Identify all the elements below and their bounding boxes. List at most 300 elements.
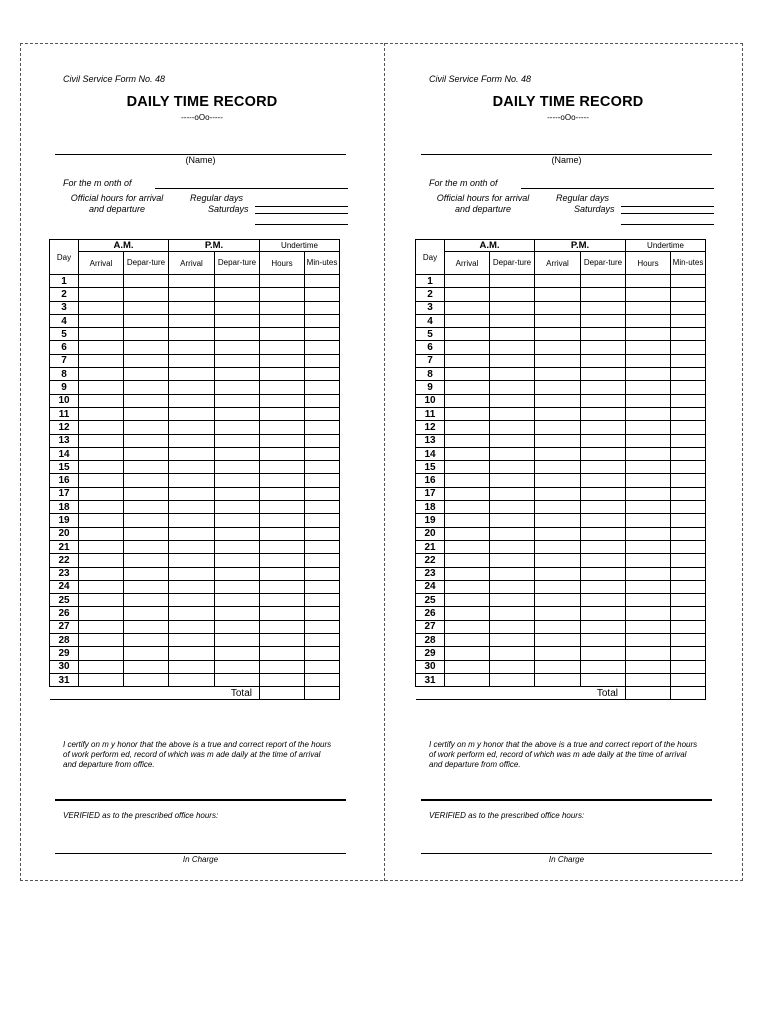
am-departure-cell[interactable]: [124, 540, 169, 553]
am-arrival-cell[interactable]: [79, 527, 124, 540]
pm-arrival-cell[interactable]: [535, 314, 581, 327]
pm-departure-cell[interactable]: [215, 620, 260, 633]
total-hours-cell[interactable]: [626, 687, 671, 700]
am-arrival-cell[interactable]: [79, 567, 124, 580]
pm-departure-cell[interactable]: [215, 301, 260, 314]
undertime-minutes-cell[interactable]: [305, 394, 340, 407]
undertime-minutes-cell[interactable]: [671, 328, 706, 341]
pm-departure-cell[interactable]: [215, 341, 260, 354]
pm-arrival-cell[interactable]: [169, 434, 215, 447]
am-departure-cell[interactable]: [124, 314, 169, 327]
undertime-hours-cell[interactable]: [626, 354, 671, 367]
undertime-minutes-cell[interactable]: [305, 634, 340, 647]
am-arrival-cell[interactable]: [445, 540, 490, 553]
undertime-hours-cell[interactable]: [260, 461, 305, 474]
undertime-minutes-cell[interactable]: [671, 354, 706, 367]
am-departure-cell[interactable]: [490, 381, 535, 394]
pm-arrival-cell[interactable]: [535, 501, 581, 514]
undertime-hours-cell[interactable]: [260, 607, 305, 620]
am-arrival-cell[interactable]: [79, 447, 124, 460]
am-arrival-cell[interactable]: [79, 314, 124, 327]
am-arrival-cell[interactable]: [79, 620, 124, 633]
undertime-hours-cell[interactable]: [260, 301, 305, 314]
am-departure-cell[interactable]: [490, 421, 535, 434]
undertime-minutes-cell[interactable]: [305, 607, 340, 620]
undertime-minutes-cell[interactable]: [671, 660, 706, 673]
am-arrival-cell[interactable]: [79, 434, 124, 447]
pm-arrival-cell[interactable]: [169, 275, 215, 288]
undertime-hours-cell[interactable]: [260, 673, 305, 686]
undertime-hours-cell[interactable]: [626, 474, 671, 487]
pm-departure-cell[interactable]: [215, 634, 260, 647]
undertime-hours-cell[interactable]: [626, 421, 671, 434]
am-arrival-cell[interactable]: [445, 407, 490, 420]
pm-arrival-cell[interactable]: [169, 501, 215, 514]
am-arrival-cell[interactable]: [79, 487, 124, 500]
pm-departure-cell[interactable]: [581, 487, 626, 500]
am-departure-cell[interactable]: [490, 394, 535, 407]
am-arrival-cell[interactable]: [79, 514, 124, 527]
undertime-hours-cell[interactable]: [260, 487, 305, 500]
pm-arrival-cell[interactable]: [535, 328, 581, 341]
pm-departure-cell[interactable]: [215, 567, 260, 580]
undertime-hours-cell[interactable]: [260, 594, 305, 607]
am-arrival-cell[interactable]: [445, 394, 490, 407]
undertime-minutes-cell[interactable]: [671, 394, 706, 407]
pm-arrival-cell[interactable]: [169, 647, 215, 660]
am-arrival-cell[interactable]: [79, 407, 124, 420]
pm-departure-cell[interactable]: [581, 660, 626, 673]
am-departure-cell[interactable]: [124, 487, 169, 500]
pm-arrival-cell[interactable]: [169, 540, 215, 553]
pm-departure-cell[interactable]: [581, 540, 626, 553]
total-hours-cell[interactable]: [260, 687, 305, 700]
pm-arrival-cell[interactable]: [535, 620, 581, 633]
pm-arrival-cell[interactable]: [169, 288, 215, 301]
pm-arrival-cell[interactable]: [535, 540, 581, 553]
undertime-minutes-cell[interactable]: [671, 341, 706, 354]
pm-arrival-cell[interactable]: [169, 328, 215, 341]
am-arrival-cell[interactable]: [445, 514, 490, 527]
pm-arrival-cell[interactable]: [535, 474, 581, 487]
undertime-hours-cell[interactable]: [626, 567, 671, 580]
am-departure-cell[interactable]: [124, 501, 169, 514]
pm-arrival-cell[interactable]: [169, 607, 215, 620]
pm-arrival-cell[interactable]: [535, 527, 581, 540]
am-arrival-cell[interactable]: [79, 501, 124, 514]
undertime-minutes-cell[interactable]: [305, 567, 340, 580]
am-arrival-cell[interactable]: [445, 554, 490, 567]
am-arrival-cell[interactable]: [79, 288, 124, 301]
pm-departure-cell[interactable]: [581, 527, 626, 540]
am-departure-cell[interactable]: [490, 447, 535, 460]
am-arrival-cell[interactable]: [79, 540, 124, 553]
pm-arrival-cell[interactable]: [535, 673, 581, 686]
pm-departure-cell[interactable]: [215, 647, 260, 660]
undertime-minutes-cell[interactable]: [305, 314, 340, 327]
am-departure-cell[interactable]: [490, 301, 535, 314]
am-departure-cell[interactable]: [490, 368, 535, 381]
undertime-hours-cell[interactable]: [626, 301, 671, 314]
pm-arrival-cell[interactable]: [535, 447, 581, 460]
undertime-minutes-cell[interactable]: [305, 673, 340, 686]
pm-arrival-cell[interactable]: [169, 447, 215, 460]
pm-arrival-cell[interactable]: [169, 594, 215, 607]
undertime-minutes-cell[interactable]: [305, 328, 340, 341]
am-arrival-cell[interactable]: [79, 275, 124, 288]
pm-departure-cell[interactable]: [215, 288, 260, 301]
pm-departure-cell[interactable]: [581, 620, 626, 633]
pm-arrival-cell[interactable]: [169, 474, 215, 487]
am-departure-cell[interactable]: [490, 275, 535, 288]
undertime-minutes-cell[interactable]: [671, 554, 706, 567]
undertime-minutes-cell[interactable]: [671, 301, 706, 314]
am-arrival-cell[interactable]: [445, 447, 490, 460]
pm-departure-cell[interactable]: [581, 314, 626, 327]
am-arrival-cell[interactable]: [79, 660, 124, 673]
undertime-minutes-cell[interactable]: [671, 474, 706, 487]
am-departure-cell[interactable]: [124, 461, 169, 474]
pm-arrival-cell[interactable]: [535, 634, 581, 647]
undertime-minutes-cell[interactable]: [305, 474, 340, 487]
pm-arrival-cell[interactable]: [169, 660, 215, 673]
am-arrival-cell[interactable]: [445, 607, 490, 620]
undertime-hours-cell[interactable]: [260, 407, 305, 420]
pm-departure-cell[interactable]: [215, 474, 260, 487]
pm-departure-cell[interactable]: [581, 421, 626, 434]
am-departure-cell[interactable]: [490, 554, 535, 567]
pm-departure-cell[interactable]: [215, 487, 260, 500]
pm-departure-cell[interactable]: [581, 673, 626, 686]
undertime-minutes-cell[interactable]: [671, 447, 706, 460]
am-arrival-cell[interactable]: [445, 434, 490, 447]
pm-arrival-cell[interactable]: [535, 554, 581, 567]
undertime-minutes-cell[interactable]: [671, 314, 706, 327]
undertime-minutes-cell[interactable]: [305, 434, 340, 447]
am-arrival-cell[interactable]: [445, 673, 490, 686]
am-departure-cell[interactable]: [490, 527, 535, 540]
pm-departure-cell[interactable]: [581, 514, 626, 527]
pm-departure-cell[interactable]: [581, 580, 626, 593]
am-departure-cell[interactable]: [490, 660, 535, 673]
pm-departure-cell[interactable]: [581, 647, 626, 660]
undertime-minutes-cell[interactable]: [305, 354, 340, 367]
undertime-minutes-cell[interactable]: [671, 501, 706, 514]
am-arrival-cell[interactable]: [79, 381, 124, 394]
pm-arrival-cell[interactable]: [535, 288, 581, 301]
undertime-hours-cell[interactable]: [626, 540, 671, 553]
undertime-hours-cell[interactable]: [626, 660, 671, 673]
am-departure-cell[interactable]: [124, 447, 169, 460]
am-arrival-cell[interactable]: [445, 487, 490, 500]
pm-departure-cell[interactable]: [215, 501, 260, 514]
undertime-hours-cell[interactable]: [260, 554, 305, 567]
undertime-minutes-cell[interactable]: [305, 540, 340, 553]
pm-arrival-cell[interactable]: [169, 620, 215, 633]
pm-arrival-cell[interactable]: [169, 381, 215, 394]
undertime-minutes-cell[interactable]: [305, 647, 340, 660]
undertime-minutes-cell[interactable]: [305, 620, 340, 633]
am-departure-cell[interactable]: [124, 394, 169, 407]
undertime-minutes-cell[interactable]: [671, 514, 706, 527]
am-departure-cell[interactable]: [124, 275, 169, 288]
undertime-minutes-cell[interactable]: [305, 514, 340, 527]
undertime-minutes-cell[interactable]: [305, 368, 340, 381]
undertime-minutes-cell[interactable]: [671, 607, 706, 620]
pm-departure-cell[interactable]: [215, 673, 260, 686]
undertime-minutes-cell[interactable]: [305, 554, 340, 567]
total-minutes-cell[interactable]: [305, 687, 340, 700]
pm-arrival-cell[interactable]: [169, 634, 215, 647]
pm-departure-cell[interactable]: [581, 567, 626, 580]
am-arrival-cell[interactable]: [445, 527, 490, 540]
undertime-minutes-cell[interactable]: [305, 288, 340, 301]
undertime-minutes-cell[interactable]: [305, 527, 340, 540]
am-arrival-cell[interactable]: [445, 354, 490, 367]
am-arrival-cell[interactable]: [79, 301, 124, 314]
pm-arrival-cell[interactable]: [169, 580, 215, 593]
am-departure-cell[interactable]: [490, 607, 535, 620]
am-arrival-cell[interactable]: [79, 354, 124, 367]
am-arrival-cell[interactable]: [445, 341, 490, 354]
pm-arrival-cell[interactable]: [535, 368, 581, 381]
undertime-minutes-cell[interactable]: [671, 368, 706, 381]
pm-departure-cell[interactable]: [581, 434, 626, 447]
undertime-minutes-cell[interactable]: [671, 620, 706, 633]
am-arrival-cell[interactable]: [79, 421, 124, 434]
undertime-minutes-cell[interactable]: [671, 647, 706, 660]
pm-arrival-cell[interactable]: [535, 381, 581, 394]
undertime-minutes-cell[interactable]: [305, 580, 340, 593]
am-departure-cell[interactable]: [490, 567, 535, 580]
pm-arrival-cell[interactable]: [535, 647, 581, 660]
undertime-minutes-cell[interactable]: [671, 275, 706, 288]
undertime-hours-cell[interactable]: [260, 381, 305, 394]
am-departure-cell[interactable]: [124, 660, 169, 673]
am-arrival-cell[interactable]: [79, 647, 124, 660]
pm-arrival-cell[interactable]: [535, 660, 581, 673]
am-arrival-cell[interactable]: [445, 594, 490, 607]
undertime-minutes-cell[interactable]: [305, 407, 340, 420]
pm-departure-cell[interactable]: [215, 527, 260, 540]
pm-departure-cell[interactable]: [581, 394, 626, 407]
undertime-hours-cell[interactable]: [260, 567, 305, 580]
pm-departure-cell[interactable]: [581, 554, 626, 567]
pm-departure-cell[interactable]: [581, 407, 626, 420]
am-departure-cell[interactable]: [124, 341, 169, 354]
am-departure-cell[interactable]: [490, 461, 535, 474]
am-arrival-cell[interactable]: [445, 620, 490, 633]
pm-arrival-cell[interactable]: [535, 514, 581, 527]
am-departure-cell[interactable]: [490, 487, 535, 500]
pm-arrival-cell[interactable]: [169, 673, 215, 686]
am-arrival-cell[interactable]: [445, 301, 490, 314]
am-arrival-cell[interactable]: [79, 341, 124, 354]
am-departure-cell[interactable]: [490, 474, 535, 487]
undertime-hours-cell[interactable]: [626, 487, 671, 500]
pm-departure-cell[interactable]: [215, 381, 260, 394]
am-departure-cell[interactable]: [124, 594, 169, 607]
undertime-minutes-cell[interactable]: [671, 673, 706, 686]
undertime-hours-cell[interactable]: [626, 514, 671, 527]
undertime-hours-cell[interactable]: [626, 381, 671, 394]
pm-departure-cell[interactable]: [581, 354, 626, 367]
pm-arrival-cell[interactable]: [535, 301, 581, 314]
undertime-hours-cell[interactable]: [260, 447, 305, 460]
am-departure-cell[interactable]: [490, 540, 535, 553]
undertime-minutes-cell[interactable]: [305, 487, 340, 500]
pm-departure-cell[interactable]: [215, 607, 260, 620]
pm-arrival-cell[interactable]: [169, 301, 215, 314]
am-arrival-cell[interactable]: [79, 580, 124, 593]
undertime-minutes-cell[interactable]: [671, 567, 706, 580]
pm-departure-cell[interactable]: [581, 447, 626, 460]
am-arrival-cell[interactable]: [79, 368, 124, 381]
am-departure-cell[interactable]: [124, 647, 169, 660]
undertime-hours-cell[interactable]: [626, 620, 671, 633]
undertime-hours-cell[interactable]: [626, 461, 671, 474]
pm-departure-cell[interactable]: [215, 394, 260, 407]
am-arrival-cell[interactable]: [79, 461, 124, 474]
am-arrival-cell[interactable]: [445, 288, 490, 301]
undertime-hours-cell[interactable]: [626, 394, 671, 407]
am-departure-cell[interactable]: [490, 341, 535, 354]
undertime-hours-cell[interactable]: [260, 580, 305, 593]
pm-arrival-cell[interactable]: [169, 527, 215, 540]
am-departure-cell[interactable]: [124, 580, 169, 593]
am-departure-cell[interactable]: [124, 354, 169, 367]
am-arrival-cell[interactable]: [445, 501, 490, 514]
am-departure-cell[interactable]: [124, 554, 169, 567]
undertime-minutes-cell[interactable]: [671, 594, 706, 607]
undertime-hours-cell[interactable]: [260, 328, 305, 341]
undertime-minutes-cell[interactable]: [671, 434, 706, 447]
pm-arrival-cell[interactable]: [535, 421, 581, 434]
pm-departure-cell[interactable]: [215, 368, 260, 381]
pm-departure-cell[interactable]: [581, 381, 626, 394]
am-departure-cell[interactable]: [490, 314, 535, 327]
pm-departure-cell[interactable]: [581, 288, 626, 301]
undertime-hours-cell[interactable]: [260, 514, 305, 527]
pm-arrival-cell[interactable]: [169, 514, 215, 527]
pm-arrival-cell[interactable]: [169, 421, 215, 434]
undertime-minutes-cell[interactable]: [305, 594, 340, 607]
am-departure-cell[interactable]: [124, 514, 169, 527]
undertime-minutes-cell[interactable]: [671, 634, 706, 647]
undertime-hours-cell[interactable]: [260, 647, 305, 660]
am-arrival-cell[interactable]: [445, 381, 490, 394]
pm-departure-cell[interactable]: [215, 434, 260, 447]
pm-departure-cell[interactable]: [581, 607, 626, 620]
pm-departure-cell[interactable]: [215, 314, 260, 327]
pm-departure-cell[interactable]: [215, 447, 260, 460]
undertime-minutes-cell[interactable]: [671, 580, 706, 593]
undertime-hours-cell[interactable]: [260, 341, 305, 354]
pm-arrival-cell[interactable]: [535, 394, 581, 407]
pm-arrival-cell[interactable]: [169, 354, 215, 367]
am-departure-cell[interactable]: [124, 368, 169, 381]
pm-departure-cell[interactable]: [215, 540, 260, 553]
am-departure-cell[interactable]: [124, 673, 169, 686]
pm-arrival-cell[interactable]: [535, 461, 581, 474]
pm-arrival-cell[interactable]: [535, 580, 581, 593]
pm-arrival-cell[interactable]: [535, 594, 581, 607]
undertime-hours-cell[interactable]: [626, 634, 671, 647]
am-arrival-cell[interactable]: [79, 328, 124, 341]
pm-departure-cell[interactable]: [215, 328, 260, 341]
undertime-hours-cell[interactable]: [260, 620, 305, 633]
undertime-minutes-cell[interactable]: [305, 275, 340, 288]
pm-departure-cell[interactable]: [215, 275, 260, 288]
undertime-hours-cell[interactable]: [626, 328, 671, 341]
undertime-minutes-cell[interactable]: [305, 501, 340, 514]
undertime-hours-cell[interactable]: [260, 501, 305, 514]
pm-departure-cell[interactable]: [581, 461, 626, 474]
am-departure-cell[interactable]: [124, 434, 169, 447]
undertime-hours-cell[interactable]: [626, 275, 671, 288]
am-departure-cell[interactable]: [490, 580, 535, 593]
undertime-hours-cell[interactable]: [626, 607, 671, 620]
undertime-hours-cell[interactable]: [260, 314, 305, 327]
am-departure-cell[interactable]: [490, 514, 535, 527]
pm-departure-cell[interactable]: [215, 354, 260, 367]
am-arrival-cell[interactable]: [79, 673, 124, 686]
pm-departure-cell[interactable]: [581, 341, 626, 354]
am-departure-cell[interactable]: [490, 620, 535, 633]
undertime-hours-cell[interactable]: [626, 501, 671, 514]
pm-arrival-cell[interactable]: [169, 314, 215, 327]
am-departure-cell[interactable]: [490, 288, 535, 301]
pm-departure-cell[interactable]: [215, 554, 260, 567]
am-arrival-cell[interactable]: [79, 474, 124, 487]
pm-arrival-cell[interactable]: [535, 607, 581, 620]
pm-departure-cell[interactable]: [215, 461, 260, 474]
am-arrival-cell[interactable]: [445, 647, 490, 660]
am-departure-cell[interactable]: [490, 594, 535, 607]
am-arrival-cell[interactable]: [445, 328, 490, 341]
am-departure-cell[interactable]: [124, 634, 169, 647]
am-departure-cell[interactable]: [490, 407, 535, 420]
am-arrival-cell[interactable]: [79, 554, 124, 567]
am-departure-cell[interactable]: [490, 634, 535, 647]
undertime-hours-cell[interactable]: [260, 288, 305, 301]
am-arrival-cell[interactable]: [445, 368, 490, 381]
undertime-minutes-cell[interactable]: [671, 487, 706, 500]
am-departure-cell[interactable]: [124, 474, 169, 487]
pm-departure-cell[interactable]: [581, 594, 626, 607]
am-arrival-cell[interactable]: [445, 314, 490, 327]
pm-arrival-cell[interactable]: [169, 554, 215, 567]
pm-arrival-cell[interactable]: [169, 407, 215, 420]
am-arrival-cell[interactable]: [79, 594, 124, 607]
undertime-hours-cell[interactable]: [260, 634, 305, 647]
pm-departure-cell[interactable]: [581, 301, 626, 314]
undertime-minutes-cell[interactable]: [671, 527, 706, 540]
pm-arrival-cell[interactable]: [169, 567, 215, 580]
pm-departure-cell[interactable]: [581, 634, 626, 647]
total-minutes-cell[interactable]: [671, 687, 706, 700]
am-arrival-cell[interactable]: [79, 394, 124, 407]
pm-arrival-cell[interactable]: [169, 461, 215, 474]
am-departure-cell[interactable]: [124, 421, 169, 434]
undertime-hours-cell[interactable]: [626, 554, 671, 567]
am-departure-cell[interactable]: [490, 354, 535, 367]
undertime-minutes-cell[interactable]: [671, 421, 706, 434]
pm-departure-cell[interactable]: [215, 407, 260, 420]
am-departure-cell[interactable]: [490, 673, 535, 686]
am-departure-cell[interactable]: [124, 567, 169, 580]
undertime-hours-cell[interactable]: [626, 527, 671, 540]
